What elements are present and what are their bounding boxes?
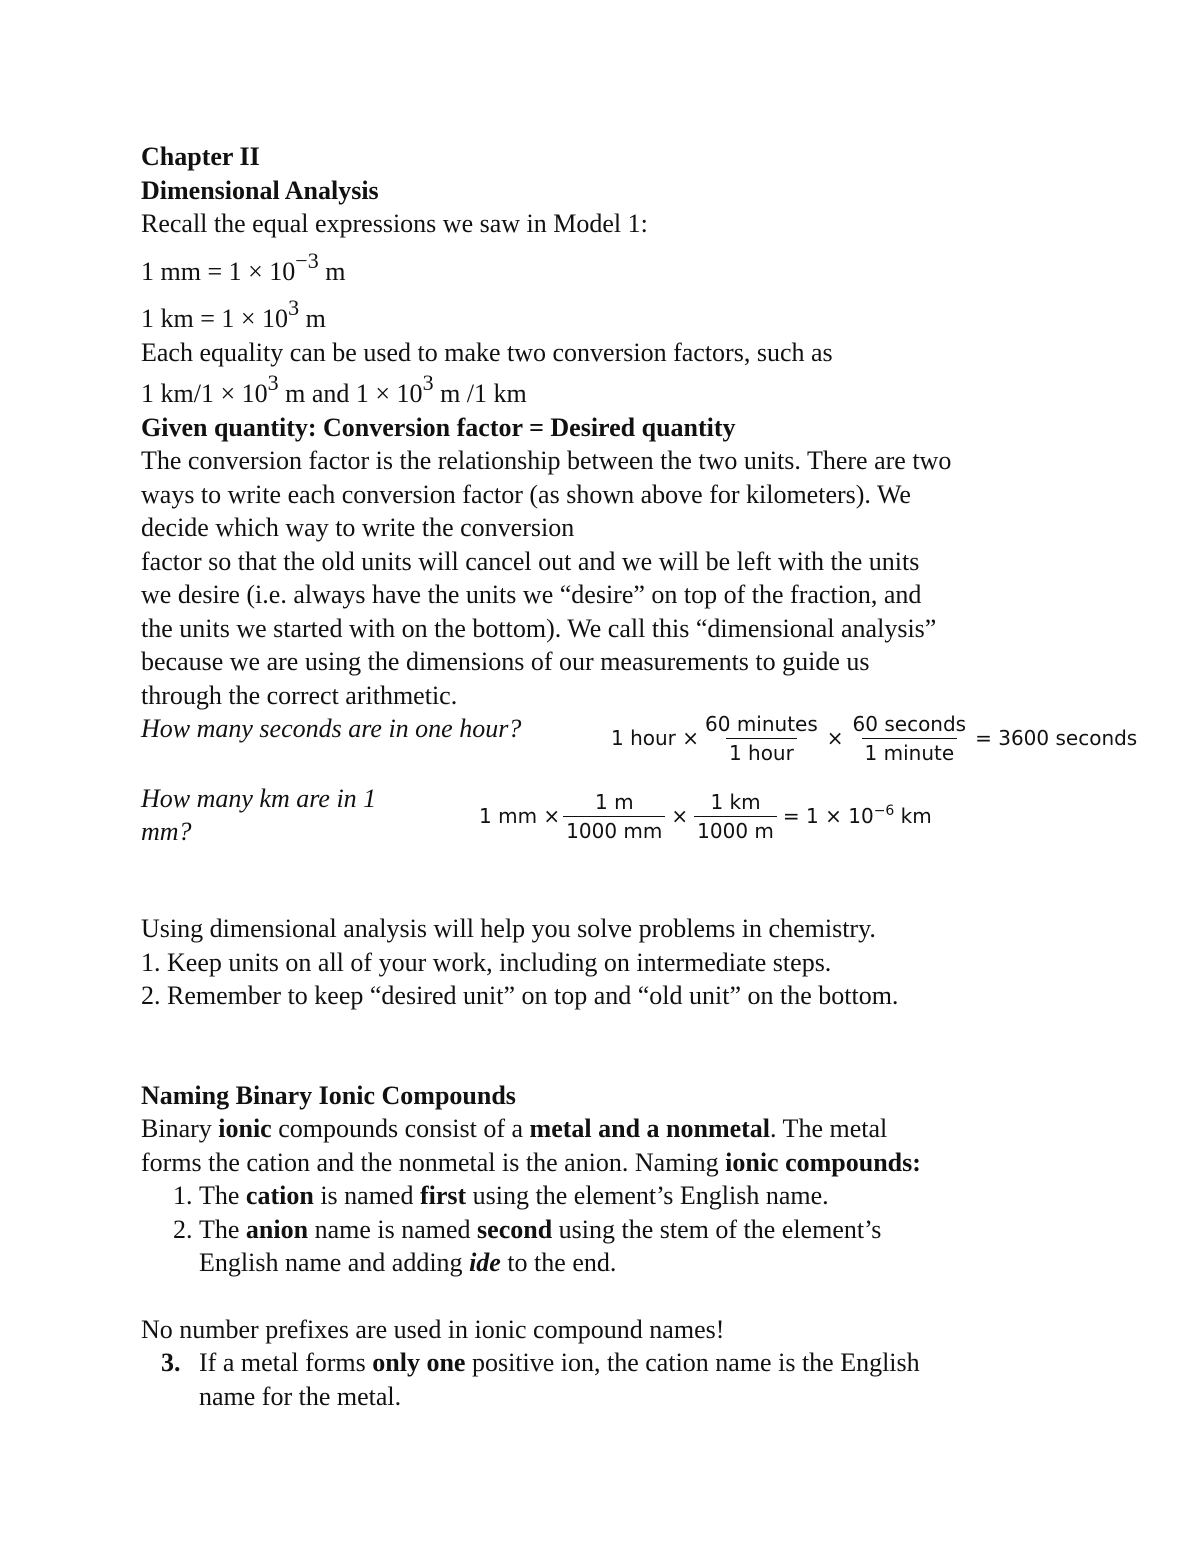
example-km-in-mm bbox=[141, 782, 1141, 912]
fraction-m-per-mm bbox=[563, 790, 665, 843]
question-line: How many km are in 1 bbox=[141, 784, 377, 813]
paragraph-line: decide which way to write the conversion bbox=[141, 513, 575, 542]
fraction-denominator: 1 hour bbox=[726, 738, 797, 765]
fraction-denominator: 1000 mm bbox=[563, 816, 665, 843]
list-item: 2. The anion name is named second using the stem of the element’s English name and adding ide to the end. bbox=[199, 1213, 1141, 1280]
tip-1: 1. Keep units on all of your work, including on intermediate steps. bbox=[141, 947, 832, 977]
fraction-denominator: 1000 m bbox=[694, 816, 777, 843]
question-line: mm? bbox=[141, 817, 192, 846]
math-result: = $1 \times 10^{-6}$ km bbox=[782, 802, 932, 828]
naming-rules-list bbox=[141, 1179, 1141, 1280]
list-item: 1. The cation is named first using the element’s English name. bbox=[199, 1179, 1141, 1213]
fraction-numerator: 1 km bbox=[710, 790, 761, 814]
document-page bbox=[141, 140, 1141, 1413]
paragraph-line: we desire (i.e. always have the units we “desire” on top of the fraction, and bbox=[141, 580, 922, 609]
math-start: 1 hour × bbox=[611, 725, 700, 750]
equation-km: 1 km = $1 \times 10^3$ m bbox=[141, 295, 326, 333]
paragraph-line: ways to write each conversion factor (as shown above for kilometers). We bbox=[141, 479, 911, 509]
equation-seconds bbox=[611, 712, 1140, 765]
fraction-minutes-per-hour bbox=[702, 712, 821, 765]
each-equality-text: Each equality can be used to make two conversion factors, such as bbox=[141, 337, 833, 367]
math-start: 1 mm × bbox=[479, 803, 561, 828]
no-prefix-note: No number prefixes are used in ionic compound names! bbox=[141, 1314, 725, 1344]
recall-text: Recall the equal expressions we saw in Model 1: bbox=[141, 209, 648, 238]
paragraph-line: through the correct arithmetic. bbox=[141, 680, 458, 710]
list-number: 3. bbox=[161, 1348, 181, 1377]
conversion-rule: Given quantity: Conversion factor = Desired quantity bbox=[141, 412, 736, 442]
fraction-seconds-per-minute bbox=[850, 712, 970, 765]
fraction-numerator: 60 minutes bbox=[705, 712, 818, 736]
section-title-dimensional-analysis: Dimensional Analysis bbox=[141, 175, 379, 205]
naming-line-2: forms the cation and the nonmetal is the anion. Naming ionic compounds: bbox=[141, 1147, 921, 1177]
multiply-sign: × bbox=[671, 803, 689, 828]
multiply-sign: × bbox=[826, 725, 844, 750]
explanation-paragraph bbox=[141, 444, 1141, 712]
question-seconds: How many seconds are in one hour? bbox=[141, 714, 522, 743]
fraction-numerator: 1 m bbox=[595, 790, 634, 814]
fraction-km-per-m bbox=[694, 790, 777, 843]
section-title-naming: Naming Binary Ionic Compounds bbox=[141, 1080, 516, 1110]
example-seconds-in-hour bbox=[141, 712, 1141, 780]
question-km bbox=[141, 782, 376, 848]
equation-mm: 1 mm = $1 \times 10^{-3}$ m bbox=[141, 247, 346, 286]
conversion-factors-example: 1 $km/1 \times 10^3$ m and $1 \times 10^3$ m /1 km bbox=[141, 370, 527, 408]
chapter-title: Chapter II bbox=[141, 142, 260, 171]
tip-2: 2. Remember to keep “desired unit” on top and “old unit” on the bottom. bbox=[141, 981, 899, 1010]
paragraph-line: The conversion factor is the relationship between the two units. There are two bbox=[141, 446, 952, 475]
math-result: = 3600 seconds bbox=[975, 725, 1138, 750]
paragraph-line: the units we started with on the bottom). We call this “dimensional analysis” bbox=[141, 613, 937, 643]
list-item-3: 3. If a metal forms only one positive ion, the cation name is the English name for the metal. bbox=[141, 1346, 1141, 1413]
paragraph-line: because we are using the dimensions of our measurements to guide us bbox=[141, 647, 870, 676]
list-item-continuation: name for the metal. bbox=[199, 1381, 402, 1411]
tips-intro: Using dimensional analysis will help you solve problems in chemistry. bbox=[141, 914, 876, 943]
fraction-numerator: 60 seconds bbox=[852, 712, 967, 736]
paragraph-line: factor so that the old units will cancel out and we will be left with the units bbox=[141, 546, 920, 576]
fraction-denominator: 1 minute bbox=[862, 738, 958, 765]
naming-line-1: Binary ionic compounds consist of a metal and a nonmetal. The metal bbox=[141, 1114, 888, 1143]
equation-km bbox=[479, 790, 935, 843]
